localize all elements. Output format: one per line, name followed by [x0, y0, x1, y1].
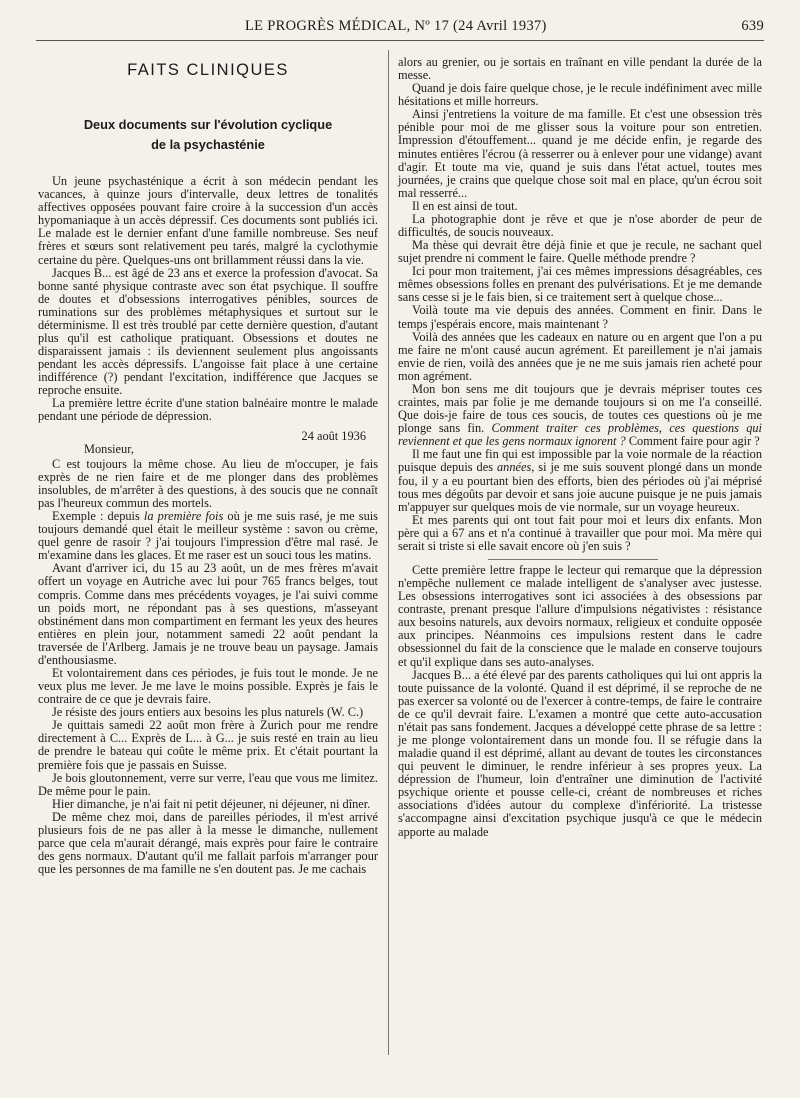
letter-salutation: Monsieur,: [84, 441, 134, 456]
letter-paragraph: Et mes parents qui ont tout fait pour moi et leurs dix enfants. Mon père qui a 67 ans et n'a continué à travailler que pour moi. Ma mère qui serait si triste si elle savait encore où j'en suis ?: [398, 512, 762, 553]
commentary-paragraph: Cette première lettre frappe le lecteur qui remarque que la dépression n'empêche nullement ce malade intelligent de s'analyser avec justesse. Les obsessions interrogatives sont ici associées à des obsessions par contraste, prenant presque l'allure d'impulsions négativistes : résistance aux besoins naturels, aux devoirs normaux, religieux et conduite opposée aux principes. Néanmoins ces impulsions restent dans le cadre obsessionnel du fait de la conscience que le malade en conserve toujours et qu'il explique dans ses auto-analyses.: [398, 562, 762, 669]
letter-paragraph: Je bois gloutonnement, verre sur verre, l'eau que vous me limitez. De même pour le pain.: [38, 770, 378, 798]
letter-paragraph-example: [38, 510, 378, 562]
text-run: Exemple : depuis: [52, 509, 144, 524]
text-run: Il me faut une fin qui est impossible par la voie normale de la réaction puisque depuis des: [398, 447, 762, 475]
letter-paragraph: Je résiste des jours entiers aux besoins les plus naturels (W. C.): [52, 705, 364, 720]
header-rule: [36, 40, 764, 41]
italic-run: années: [496, 460, 532, 475]
letter-paragraph-questions: [398, 383, 762, 448]
letter-paragraph: Et volontairement dans ces périodes, je fuis tout le monde. Je ne veux plus me lever. Je me lave le moins possible. Exprès je fais le contraire de ce que je devrais faire.: [38, 665, 378, 707]
text-run: , si je me suis souvent plongé dans un monde fou, il y a eu pourtant bien des efforts, bien des périodes où j'ai méprisé tous mes dégoûts par devoir et sans joie aucune puisque je ne puis jamais m'appuyer sur quelques mois de vie normale, sur un voyage heureux.: [398, 460, 762, 514]
letter-paragraph: C est toujours la même chose. Au lieu de m'occuper, je fais exprès de ne rien faire et de me plonger dans des problèmes insolubles, de m'arrêter à des questions, à des soucis que ne connaît pas l'heureux commun des mortels.: [38, 456, 378, 510]
letter-paragraph: Hier dimanche, je n'ai fait ni petit déjeuner, ni déjeuner, ni dîner.: [52, 796, 371, 811]
column-divider: [388, 50, 389, 1055]
letter-paragraph: La photographie dont je rêve et que je n'ose aborder de peur de difficultés, de soucis nouveaux.: [398, 211, 762, 240]
letter-paragraph: Avant d'arriver ici, du 15 au 23 août, un de mes frères m'avait offert un voyage en Autriche avec lui pour 765 francs belges, tout compris. Comme dans mes précédents voyages, je l'ai suivi comme un poids mort, ne répondant pas à ses questions, m'asseyant obstinément dans mon compartiment en fermant les yeux des heures entières en plein jour, notamment samedi 22 août pendant la traversée de l'Arlberg. Jamais je ne trouve beau un paysage. Jamais d'enthousiasme.: [38, 561, 378, 667]
letter-paragraph: Quand je dois faire quelque chose, je le recule indéfiniment avec mille hésitations et mille horreurs.: [398, 81, 762, 109]
right-column: [398, 56, 762, 839]
left-column: [38, 56, 378, 876]
journal-header-title: LE PROGRÈS MÉDICAL, Nº 17 (24 Avril 1937): [245, 18, 547, 34]
letter-paragraph-years: [398, 448, 762, 513]
running-head: [40, 18, 764, 38]
text-run: Comment faire pour agir ?: [625, 434, 760, 449]
letter-paragraph: Je quittais samedi 22 août mon frère à Zurich pour me rendre directement à C... Exprès de L... à G... je suis resté en train au lieu de prendre le bateau qui coûte le même prix. Et c'était pourtant la première fois que je passais en Suisse.: [38, 718, 378, 772]
letter-paragraph-continued: alors au grenier, ou je sortais en traînant en ville pendant la durée de la messe.: [398, 55, 762, 83]
separator-rule: [488, 559, 658, 560]
italic-run: Comment traiter ces problèmes, ces questions qui reviennent et que les gens normaux ignorent ?: [398, 421, 762, 449]
text-run: où je me suis rasé, je me suis toujours demandé quel était le meilleur système : savon ou crème, quel genre de rasoir ? j'ai toujours l'impression d'être mal rasé. Je m'examine dans les glaces. Et me raser est un souci tous les matins.: [38, 509, 378, 563]
article-title-line-1: Deux documents sur l'évolution cyclique: [83, 117, 333, 133]
patient-paragraph: Jacques B... est âgé de 23 ans et exerce la profession d'avocat. Sa bonne santé physique contraste avec son état psychique. Il souffre de doutes et d'obsessions interrogatives pénibles, sources de ruminations sur des problèmes métaphysiques et surtout sur le déterminisme. Il est très troublé par cette dernière question, d'autant plus qu'il est catholique pratiquant. Obsessions et doutes ne disparaissent jamais : ils deviennent seulement plus angoissants pendant les accès dépressifs. L'angoisse fait place à une certaine indifférence (?) pendant l'excitation, indifférence que Jacques se reproche ensuite.: [38, 265, 378, 398]
first-letter-intro: La première lettre écrite d'une station balnéaire montre le malade pendant une période de dépression.: [38, 396, 378, 424]
letter-paragraph: Ici pour mon traitement, j'ai ces mêmes impressions désagréables, ces mêmes obsessions folles en prenant des pulvérisations. Et je me demande sans cesse si je le fais bien, si ce traitement sert à quelque chose...: [398, 264, 762, 305]
letter-date: 24 août 1936: [301, 428, 366, 443]
letter-paragraph: Il en est ainsi de tout.: [412, 198, 518, 213]
commentary-paragraph: Jacques B... a été élevé par des parents catholiques qui lui ont appris la toute puissance de la volonté. Quand il est déprimé, il se reproche de ne pas exercer sa volonté ou de l'exercer à contre-temps, de faire le contraire de ce qu'il devrait faire. L'examen a montré que cette auto-accusation n'était pas sans fondement. Jacques a développé cette phrase de sa lettre : je me plonge volontairement dans un monde fou. Il se réfugie dans la maladie quand il est déprimé, allant au devant de toutes les circonstances qui peuvent le diminuer, le rendre inférieur à ses propres yeux. La dépression de l'humeur, loin d'entraîner une diminution de l'activité psychique oriente et pousse celle-ci, créant de nombreuses et riches associations d'idées autour du complexe d'infériorité. La tristesse s'accompagne ainsi d'excitation psychique jusqu'à ce que le médecin apporte au malade: [398, 667, 762, 839]
section-title: FAITS CLINIQUES: [127, 61, 289, 79]
article-title: [38, 115, 378, 155]
letter-paragraph: Ma thèse qui devrait être déjà finie et que je recule, ne sachant quel sujet prendre ni comment le faire. Quelle méthode prendre ?: [398, 238, 762, 266]
letter-paragraph: Voilà toute ma vie depuis des années. Comment en finir. Dans le temps j'espérais encore, mais maintenant ?: [398, 303, 762, 331]
letter-paragraph: Voilà des années que les cadeaux en nature ou en argent que l'on a pu me faire ne m'ont causé aucun agrément. Et pareillement je n'ai jamais envie de rien, voilà des années que je ne me suis jamais rien acheté pour mon agrément.: [398, 329, 762, 383]
letter-paragraph: De même chez moi, dans de pareilles périodes, il m'est arrivé plusieurs fois de ne pas aller à la messe le dimanche, nullement parce que cela m'aurait dérangé, mais exprès pour faire le contraire des gens normaux. D'autant qu'il me fallait parfois m'arranger pour que les personnes de ma famille ne s'en doutent pas. Je me cachais: [38, 809, 378, 877]
letter-paragraph: Ainsi j'entretiens la voiture de ma famille. Et c'est une obsession très pénible pour moi de me glisser sous la voiture pour son entretien. Impression d'étouffement... quand je me décide enfin, je regarde des minutes entières l'écrou (à resserrer ou à enlever pour une vidange) avant d'agir. Et toute ma vie, quand je suis dans l'état actuel, toutes mes journées, je crains que quelque chose soit mal en place, qu'un écrou soit mal resserré...: [398, 107, 762, 200]
italic-run: la première fois: [143, 509, 224, 524]
page-number: 639: [741, 18, 764, 34]
text-run: Mon bon sens me dit toujours que je devrais mépriser toutes ces craintes, mais par folie je me demande toujours si on me l'a conseillé. Que dois-je faire de tous ces soucis, de toutes ces questions où je me plonge sans fin.: [398, 381, 762, 436]
article-title-line-2: de la psychasténie: [151, 137, 265, 153]
intro-paragraph: Un jeune psychasténique a écrit à son médecin pendant les vacances, à quinze jours d'intervalle, deux lettres de tonalités affectives opposées pouvant faire croire à la succession d'un accès hypomaniaque à un accès dépressif. Ces documents sont publiés ici. Le malade est le dernier enfant d'une famille nombreuse. Ses neuf frères et sœurs sont relativement peu tarés, malgré la cyclothymie certaine du père. Quelques-uns ont brillamment réussi dans la vie.: [38, 174, 378, 267]
